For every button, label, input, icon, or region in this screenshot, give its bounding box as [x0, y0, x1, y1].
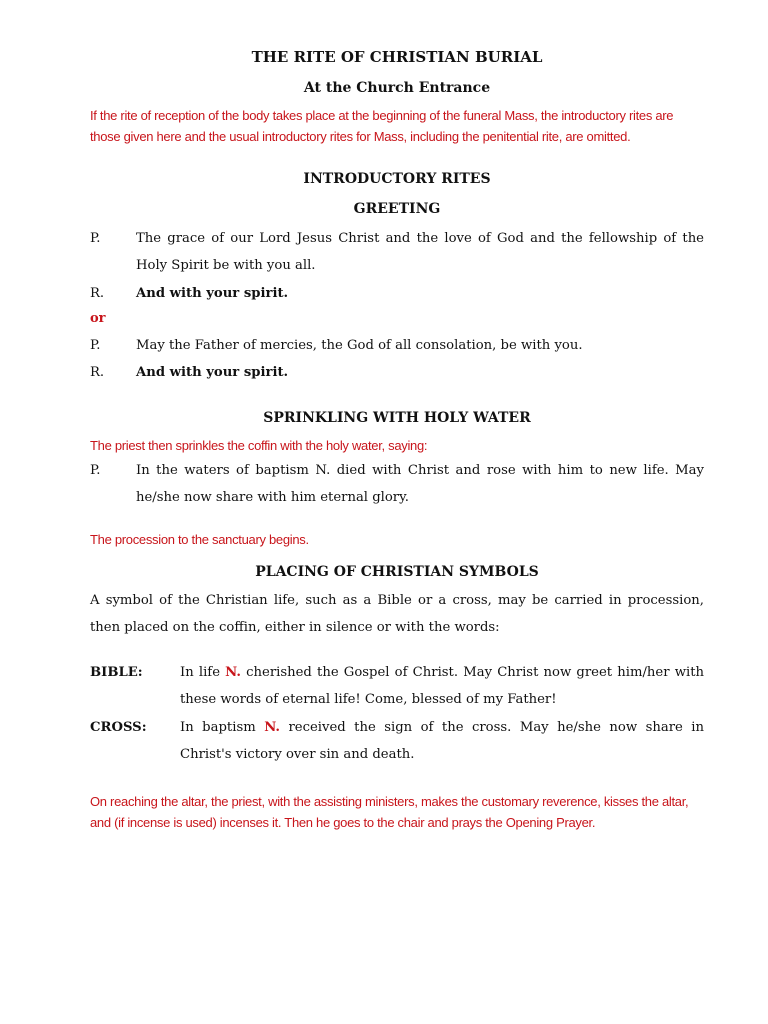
greeting-response-2 [90, 359, 704, 386]
heading-introductory-rites: INTRODUCTORY RITES [303, 171, 491, 187]
name-placeholder: N. [225, 665, 241, 680]
bible-label: BIBLE: [90, 665, 143, 680]
bible-text-end: cherished the Gospel of Christ. May Christ now greet him/her with these words of eternal life! Come, blessed of my Father! [180, 665, 704, 707]
closing-rubric: On reaching the altar, the priest, with the assisting ministers, makes the customary reverence, kisses the altar, and (if incense is used) incenses it. Then he goes to the chair and prays the Opening Prayer. [90, 794, 689, 830]
symbols-intro: A symbol of the Christian life, such as a Bible or a cross, may be carried in procession, then placed on the coffin, either in silence or with the words: [90, 593, 704, 635]
symbol-bible [90, 659, 704, 713]
page-subtitle: At the Church Entrance [303, 80, 491, 96]
greeting-response-2-text: And with your spirit. [136, 365, 289, 380]
speaker-label: R. [90, 286, 105, 301]
cross-text [180, 714, 704, 768]
speaker-label: P. [90, 338, 101, 353]
sprinkling-rubric: The priest then sprinkles the coffin with the holy water, saying: [90, 438, 428, 453]
cross-text-end: received the sign of the cross. May he/she now share in Christ's victory over sin and death. [180, 720, 704, 762]
intro-rubric: If the rite of reception of the body takes place at the beginning of the funeral Mass, the introductory rites are those given here and the usual introductory rites for Mass, including the penitential rite, are omitted. [90, 108, 674, 144]
symbol-cross [90, 714, 704, 768]
greeting-priest-1 [90, 225, 704, 279]
or-label: or [90, 311, 106, 326]
greeting-priest-1-text: The grace of our Lord Jesus Christ and the love of God and the fellowship of the Holy Spirit be with you all. [136, 231, 704, 273]
bible-text [180, 659, 704, 713]
greeting-priest-2-text: May the Father of mercies, the God of all consolation, be with you. [136, 338, 583, 353]
cross-label: CROSS: [90, 720, 147, 735]
heading-sprinkling: SPRINKLING WITH HOLY WATER [263, 410, 531, 426]
greeting-response-1 [90, 280, 704, 307]
cross-text-start: In baptism [180, 720, 265, 735]
sprinkling-priest-text: In the waters of baptism N. died with Christ and rose with him to new life. May he/she now share with him eternal glory. [136, 463, 704, 505]
greeting-response-1-text: And with your spirit. [136, 286, 289, 301]
speaker-label: P. [90, 463, 101, 478]
page-title: THE RITE OF CHRISTIAN BURIAL [251, 48, 543, 66]
sprinkling-priest [90, 457, 704, 511]
procession-rubric: The procession to the sanctuary begins. [90, 532, 309, 547]
name-placeholder: N. [264, 720, 280, 735]
heading-greeting: GREETING [353, 201, 441, 217]
speaker-label: R. [90, 365, 105, 380]
bible-text-start: In life [180, 665, 226, 680]
greeting-priest-2 [90, 332, 704, 359]
speaker-label: P. [90, 231, 101, 246]
heading-symbols: PLACING OF CHRISTIAN SYMBOLS [255, 564, 539, 580]
